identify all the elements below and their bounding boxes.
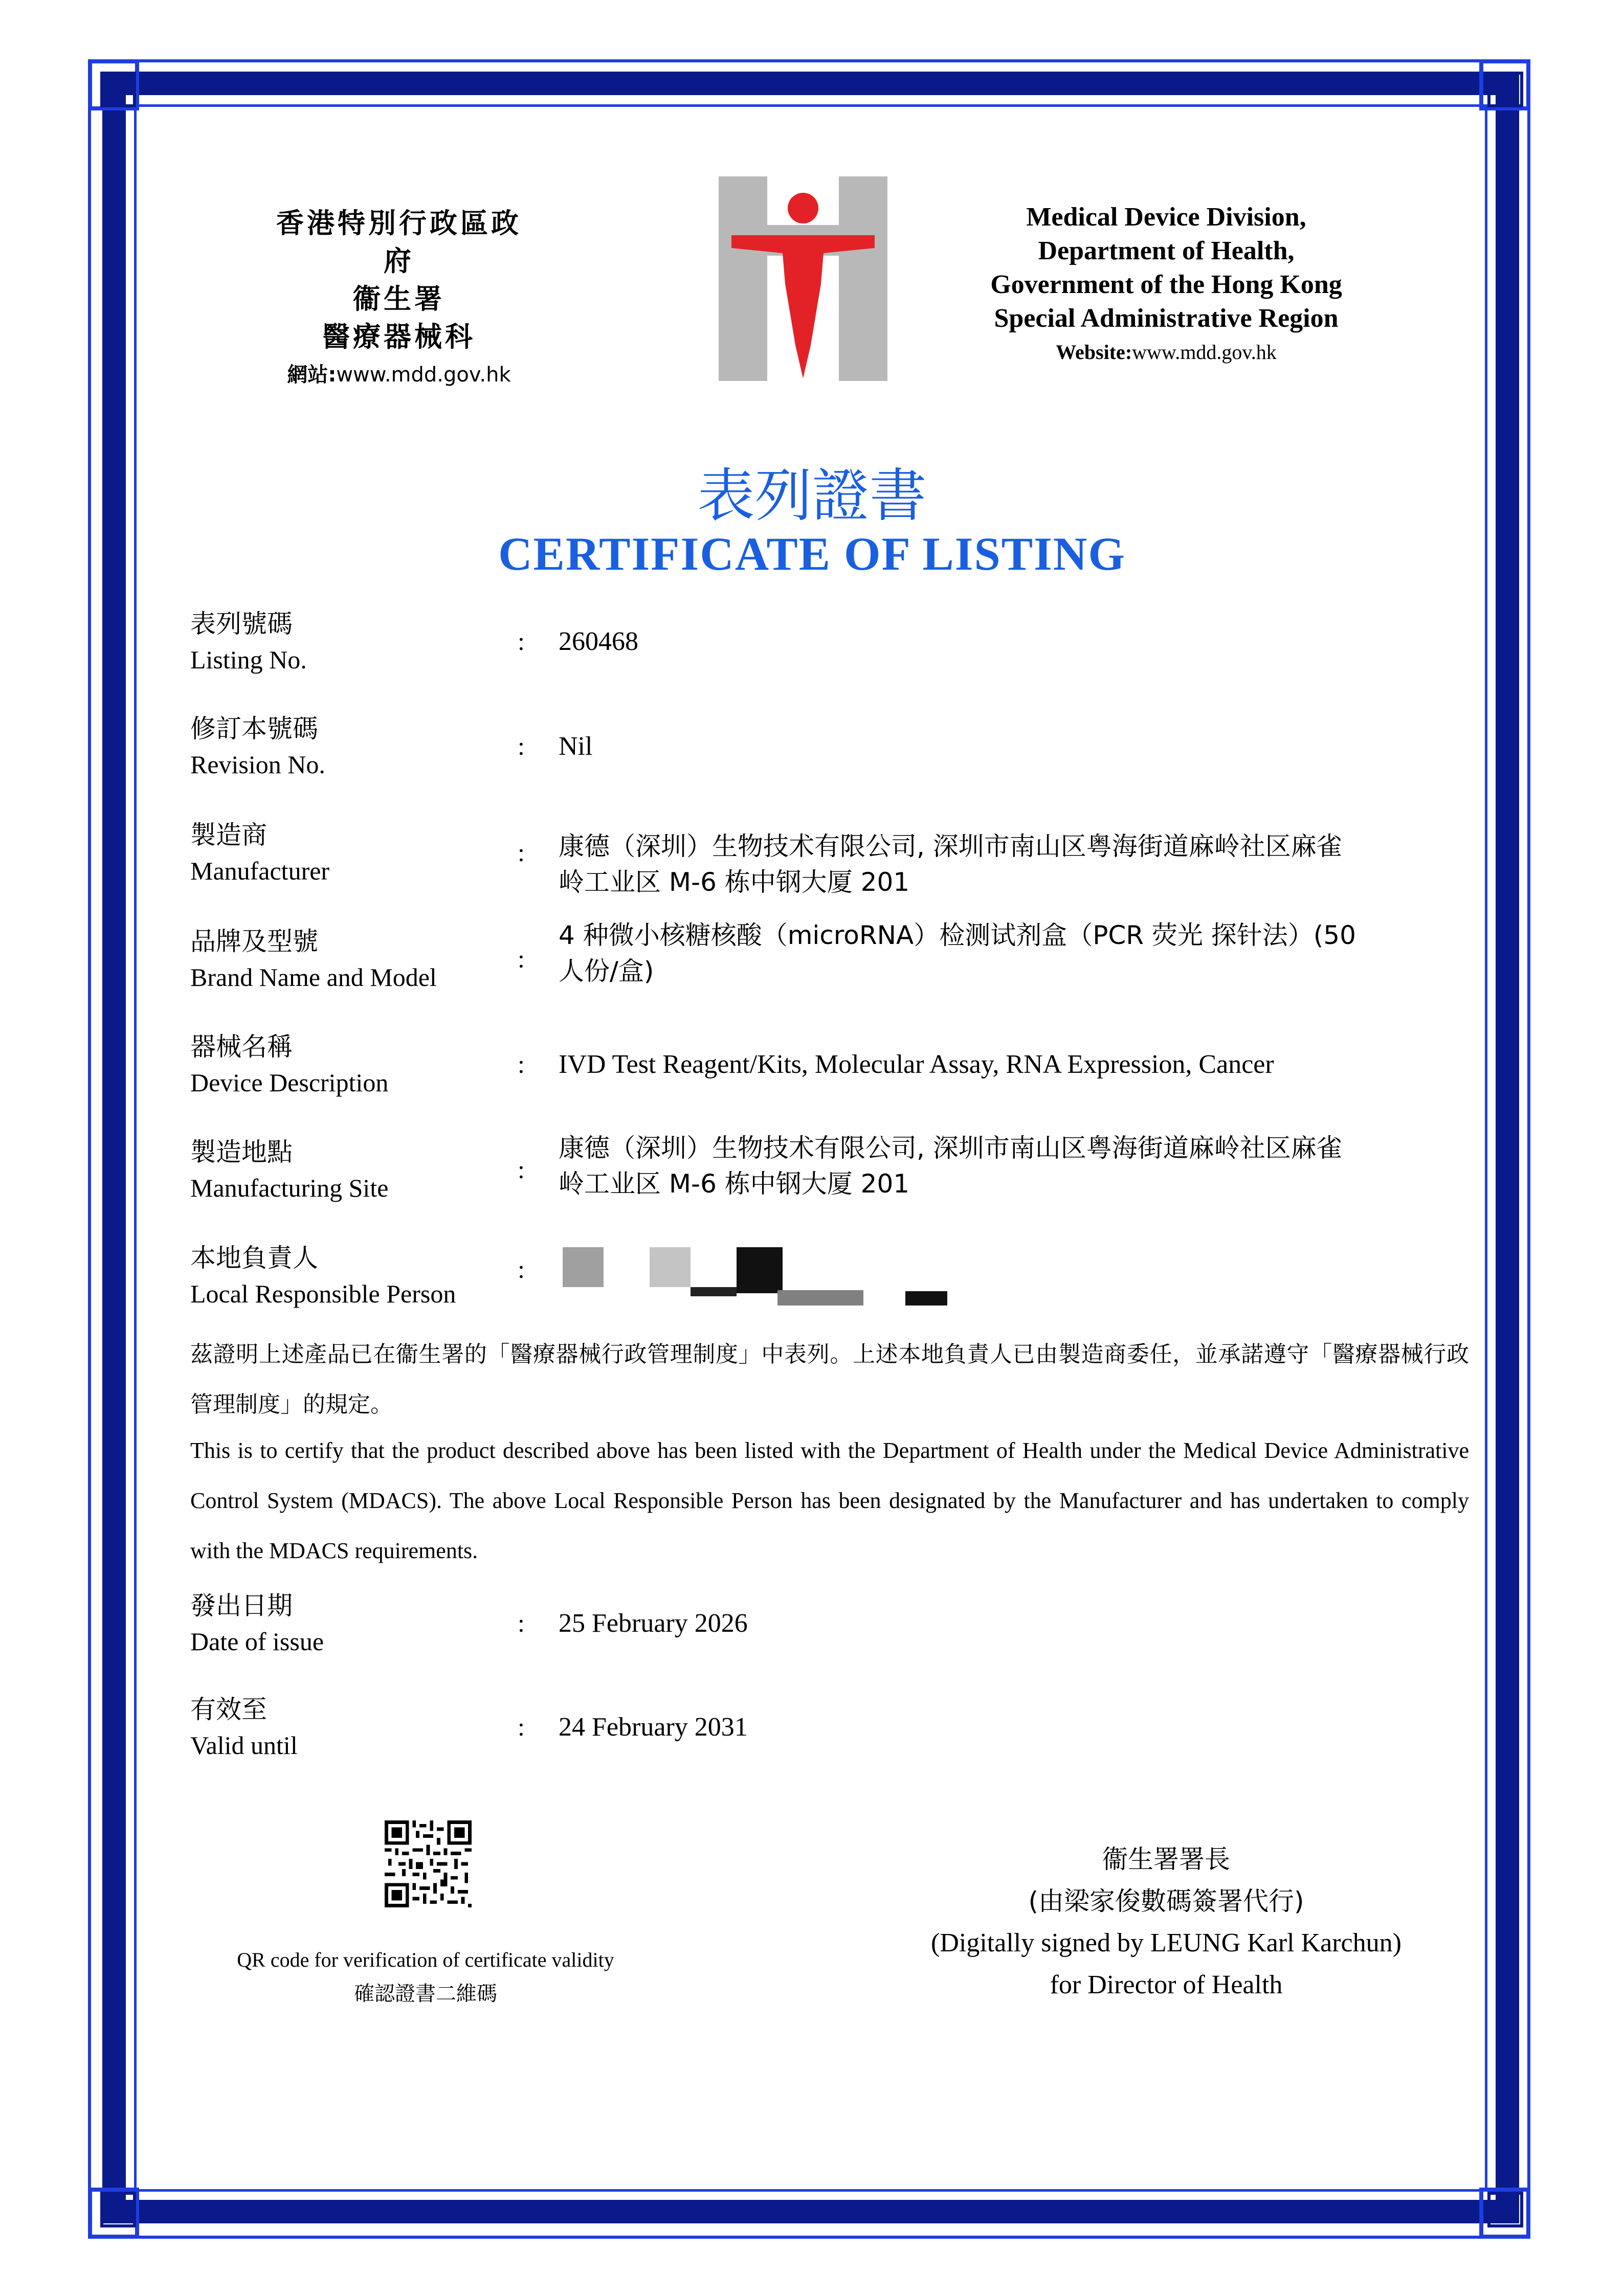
logo-grey-left-bar xyxy=(719,176,767,381)
header-en-website-url: www.mdd.gov.hk xyxy=(1132,341,1277,364)
listing-number-value: 260468 xyxy=(559,627,638,656)
corner-inner-tl xyxy=(100,72,136,107)
verification-qr-code[interactable] xyxy=(385,1820,472,1907)
manufacturing-site-value xyxy=(559,1130,1469,1202)
border-right-bar xyxy=(1496,72,1519,2223)
field-label-en: Listing No. xyxy=(190,645,307,674)
field-colon: : xyxy=(518,1255,525,1284)
signature-block xyxy=(859,1838,1473,2006)
header-english xyxy=(951,200,1381,369)
field-colon: : xyxy=(518,1155,525,1184)
header-en-website xyxy=(951,335,1381,369)
corner-inner-tr xyxy=(1487,72,1523,107)
date-of-issue-value: 25 February 2026 xyxy=(559,1609,748,1638)
qr-caption-cn: 確認證書二維碼 xyxy=(354,1982,497,2006)
field-label-en: Brand Name and Model xyxy=(190,963,437,992)
revision-number-value: Nil xyxy=(559,732,593,761)
field-label-en: Manufacturing Site xyxy=(190,1174,389,1202)
field-label-en: Revision No. xyxy=(190,750,325,779)
field-label-cn: 製造商 xyxy=(190,820,267,850)
brand-model-value-line1: 4 种微小核糖核酸（microRNA）检测试剂盒（PCR 荧光 探针法）(50 xyxy=(559,920,1356,950)
signature-title-cn: 衞生署署長 xyxy=(1102,1844,1230,1874)
field-label-cn: 器械名稱 xyxy=(190,1032,293,1062)
border-left-bar xyxy=(102,72,126,2223)
header-cn-website xyxy=(271,356,527,394)
field-colon: : xyxy=(518,1050,525,1078)
manufacturing-site-value-line1: 康德（深圳）生物技术有限公司, 深圳市南山区粤海街道麻岭社区麻雀 xyxy=(559,1133,1342,1163)
manufacturer-value-line1: 康德（深圳）生物技术有限公司, 深圳市南山区粤海街道麻岭社区麻雀 xyxy=(559,831,1342,861)
statement-chinese: 茲證明上述產品已在衞生署的「醫療器械行政管理制度」中表列。上述本地負責人已由製造商委任，並承諾遵守「醫療器械行政管理制度」的規定。 xyxy=(190,1341,1469,1417)
redaction-block xyxy=(905,1291,947,1305)
header-en-government: Government of the Hong Kong xyxy=(990,270,1342,299)
logo-figure-head xyxy=(788,193,818,223)
corner-inner-br xyxy=(1487,2192,1523,2227)
qr-caption xyxy=(190,1943,661,2011)
signature-for-director: for Director of Health xyxy=(1050,1970,1283,1999)
redaction-block xyxy=(650,1247,691,1287)
statement-english: This is to certify that the product described above has been listed with the Department of Health under the Medical Device Administrative Control System (MDACS). The above Local Responsible Person has been designated by the Manufacturer and has undertaken to comply with the MDACS requirements. xyxy=(190,1438,1469,1563)
header-cn-division: 醫療器械科 xyxy=(322,321,476,353)
field-label-cn: 本地負責人 xyxy=(190,1243,318,1273)
brand-model-value xyxy=(559,917,1469,989)
signature-signed-by-cn: (由梁家俊數碼簽署代行) xyxy=(1028,1886,1304,1916)
logo-grey-right-bar xyxy=(839,176,887,381)
manufacturing-site-value-line2: 岭工业区 M-6 栋中钢大厦 201 xyxy=(559,1169,910,1199)
header-en-region: Special Administrative Region xyxy=(994,304,1339,333)
corner-inner-bl xyxy=(100,2192,136,2227)
manufacturer-value xyxy=(559,828,1469,900)
redaction-block xyxy=(737,1247,783,1293)
device-description-value: IVD Test Reagent/Kits, Molecular Assay, RNA Expression, Cancer xyxy=(559,1050,1274,1079)
field-label-cn: 發出日期 xyxy=(190,1591,293,1620)
field-label-cn: 製造地點 xyxy=(190,1137,293,1167)
field-label-en: Device Description xyxy=(190,1068,389,1097)
header-en-website-label: Website: xyxy=(1056,341,1132,364)
border-bottom-bar xyxy=(102,2200,1519,2223)
header-cn-website-url: www.mdd.gov.hk xyxy=(336,363,511,387)
header-en-division: Medical Device Division, xyxy=(1026,202,1306,232)
field-colon: : xyxy=(518,627,525,656)
header-cn-website-label: 網站: xyxy=(287,363,337,387)
field-label-cn: 表列號碼 xyxy=(190,609,293,639)
field-label-cn: 品牌及型號 xyxy=(190,927,318,956)
field-colon: : xyxy=(518,732,525,760)
field-label-cn: 修訂本號碼 xyxy=(190,714,318,744)
field-label-en: Date of issue xyxy=(190,1627,324,1656)
field-colon: : xyxy=(518,944,525,973)
brand-model-value-line2: 人份/盒) xyxy=(559,956,654,986)
field-label-en: Local Responsible Person xyxy=(190,1279,456,1308)
field-colon: : xyxy=(518,838,525,867)
field-colon: : xyxy=(518,1713,525,1741)
department-of-health-logo xyxy=(719,176,887,381)
redaction-block xyxy=(777,1290,863,1305)
valid-until-value: 24 February 2031 xyxy=(559,1713,748,1742)
field-label-en: Valid until xyxy=(190,1731,298,1760)
field-label-en: Manufacturer xyxy=(190,857,330,885)
redaction-block xyxy=(691,1287,737,1296)
header-en-department: Department of Health, xyxy=(1038,236,1295,265)
field-label-cn: 有效至 xyxy=(190,1695,267,1724)
redaction-block xyxy=(563,1247,604,1287)
header-chinese xyxy=(271,205,527,394)
field-colon: : xyxy=(518,1609,525,1637)
qr-caption-en: QR code for verification of certificate validity xyxy=(237,1948,614,1971)
title-chinese: 表列證書 xyxy=(697,463,927,529)
header-cn-department: 衞生署 xyxy=(353,283,445,315)
border-top-bar xyxy=(102,72,1519,95)
header-cn-government: 香港特別行政區政府 xyxy=(276,207,522,277)
signature-signed-by-en: (Digitally signed by LEUNG Karl Karchun) xyxy=(931,1928,1401,1957)
manufacturer-value-line2: 岭工业区 M-6 栋中钢大厦 201 xyxy=(559,867,910,897)
title-english: CERTIFICATE OF LISTING xyxy=(498,528,1126,580)
